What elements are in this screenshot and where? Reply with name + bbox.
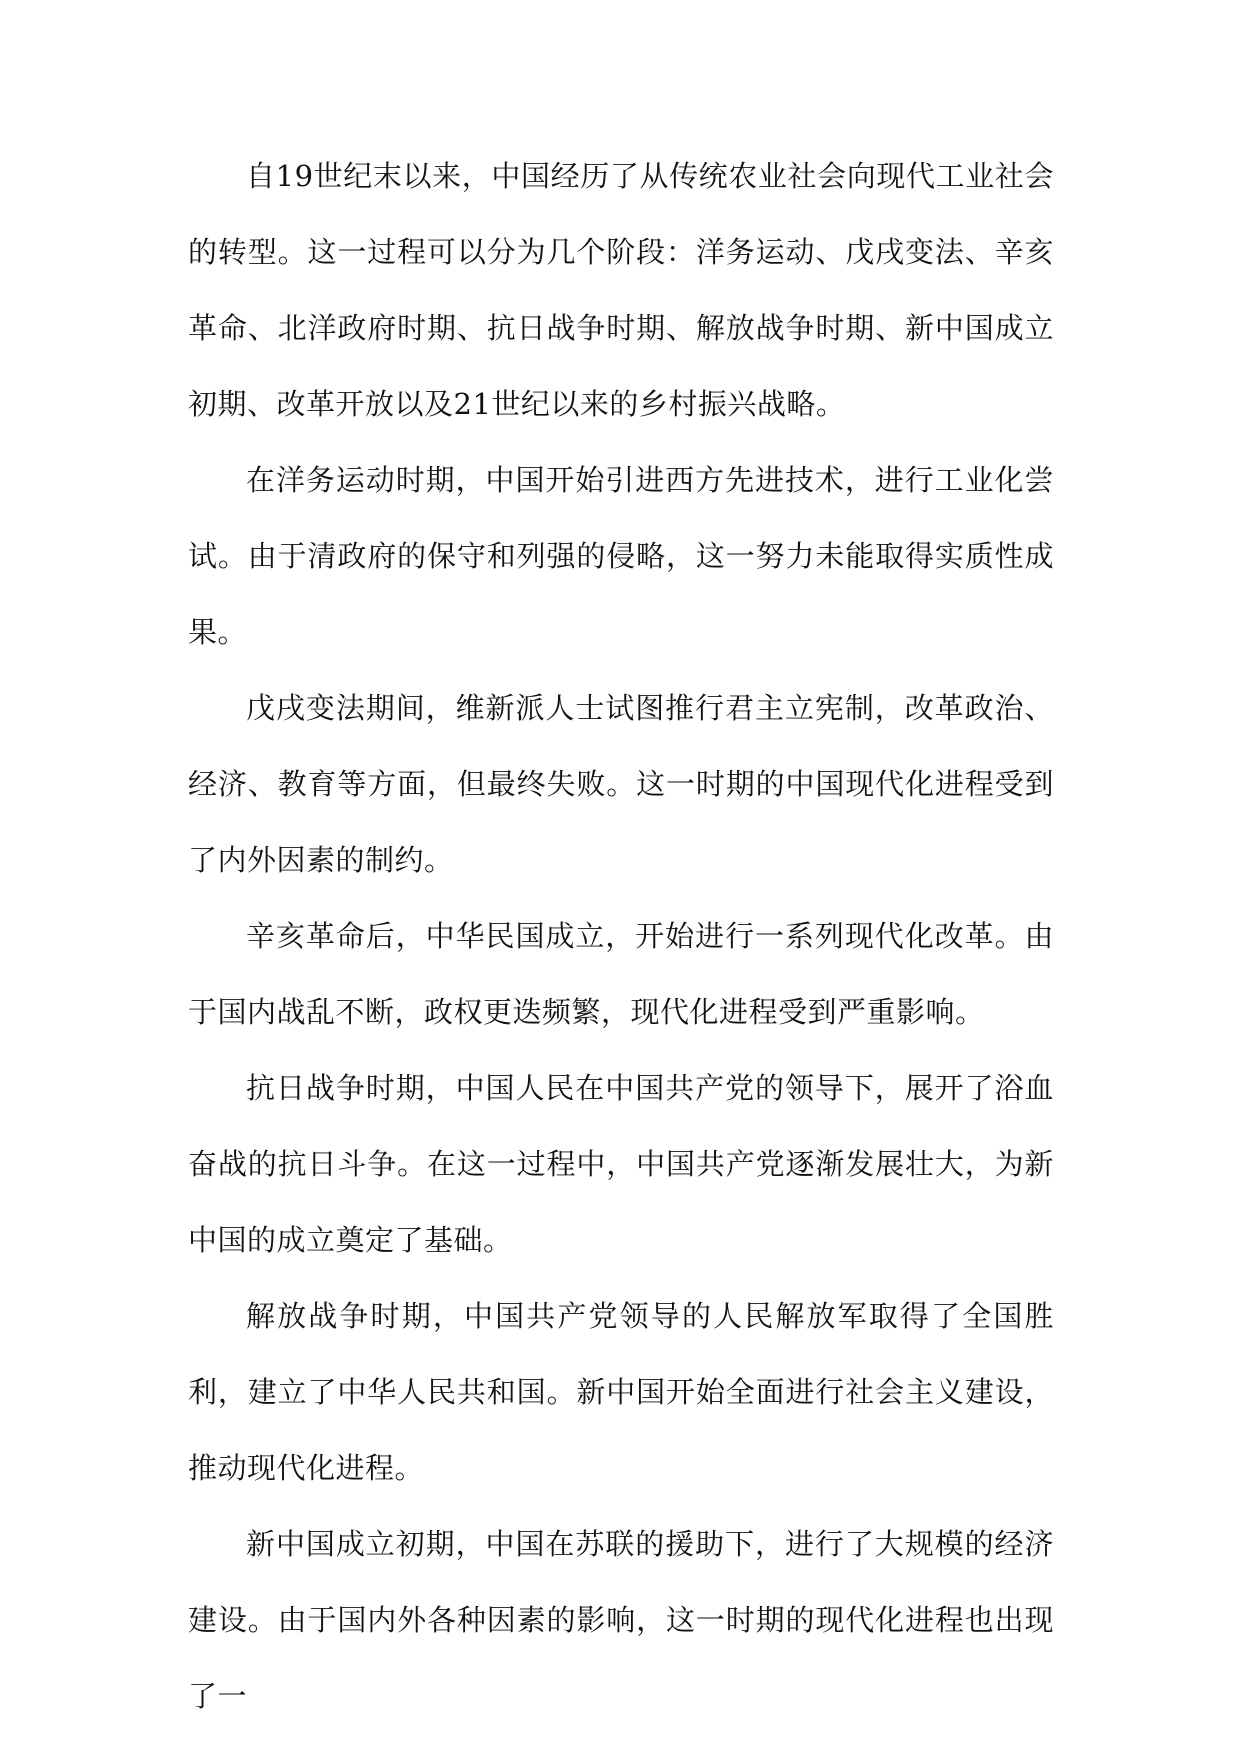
- document-body: [188, 138, 1054, 1734]
- paragraph-5: 抗日战争时期，中国人民在中国共产党的领导下，展开了浴血奋战的抗日斗争。在这一过程中，中国共产党逐渐发展壮大，为新中国的成立奠定了基础。: [188, 1071, 1054, 1257]
- paragraph-6: 解放战争时期，中国共产党领导的人民解放军取得了全国胜利，建立了中华人民共和国。新中国开始全面进行社会主义建设，推动现代化进程。: [188, 1299, 1054, 1485]
- paragraph-2: 在洋务运动时期，中国开始引进西方先进技术，进行工业化尝试。由于清政府的保守和列强的侵略，这一努力未能取得实质性成果。: [188, 463, 1054, 649]
- paragraph-1: 自19世纪末以来，中国经历了从传统农业社会向现代工业社会的转型。这一过程可以分为几个阶段：洋务运动、戊戌变法、辛亥革命、北洋政府时期、抗日战争时期、解放战争时期、新中国成立初期、改革开放以及21世纪以来的乡村振兴战略。: [188, 159, 1054, 421]
- paragraph-3: 戊戌变法期间，维新派人士试图推行君主立宪制，改革政治、经济、教育等方面，但最终失败。这一时期的中国现代化进程受到了内外因素的制约。: [188, 691, 1054, 877]
- paragraph-7: 新中国成立初期，中国在苏联的援助下，进行了大规模的经济建设。由于国内外各种因素的影响，这一时期的现代化进程也出现了一: [188, 1527, 1054, 1713]
- paragraph-4: 辛亥革命后，中华民国成立，开始进行一系列现代化改革。由于国内战乱不断，政权更迭频繁，现代化进程受到严重影响。: [188, 919, 1054, 1029]
